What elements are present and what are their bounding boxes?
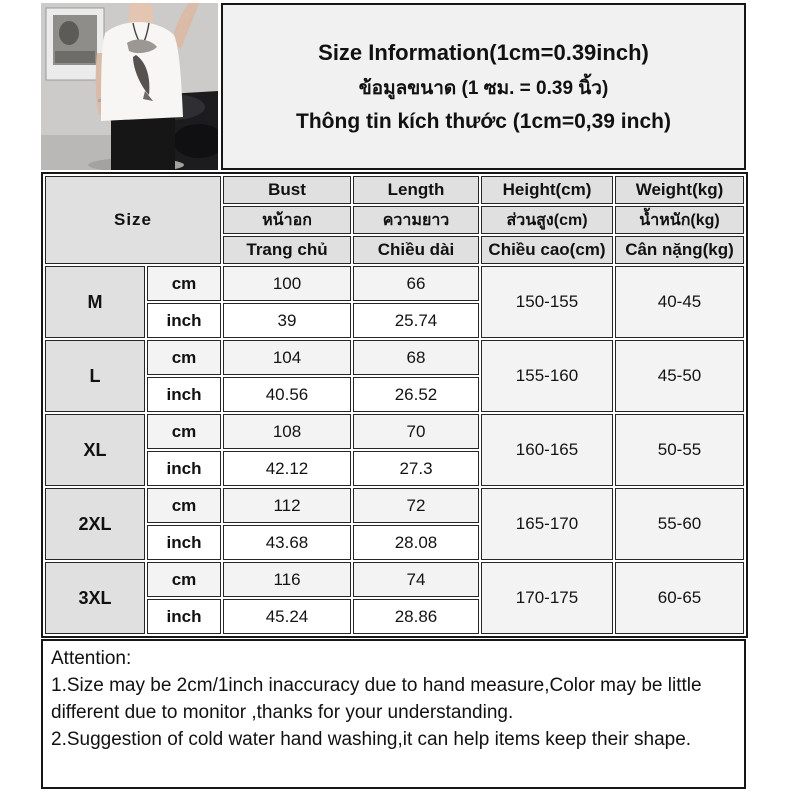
bust-cm-value: 112 <box>223 488 351 523</box>
pants <box>111 115 175 170</box>
bust-cm-value: 108 <box>223 414 351 449</box>
title-vietnamese: Thông tin kích thước (1cm=0,39 inch) <box>296 109 671 133</box>
unit-label: inch <box>147 451 221 486</box>
product-photo <box>41 3 218 170</box>
height-header-th: ส่วนสูง(cm) <box>481 206 613 234</box>
height-range: 170-175 <box>481 562 613 634</box>
bust-header-th: หน้าอก <box>223 206 351 234</box>
length-inch-value: 28.86 <box>353 599 479 634</box>
size-label: 2XL <box>45 488 145 560</box>
unit-label: cm <box>147 488 221 523</box>
weight-range: 40-45 <box>615 266 744 338</box>
unit-label: cm <box>147 266 221 301</box>
size-header: Size <box>45 176 221 264</box>
height-range: 160-165 <box>481 414 613 486</box>
length-cm-value: 70 <box>353 414 479 449</box>
title-english: Size Information(1cm=0.39inch) <box>318 39 649 65</box>
length-inch-value: 25.74 <box>353 303 479 338</box>
length-header-th: ความยาว <box>353 206 479 234</box>
size-information-title-box <box>221 3 746 170</box>
length-inch-value: 26.52 <box>353 377 479 412</box>
weight-header-th: น้ำหนัก(kg) <box>615 206 744 234</box>
unit-label: cm <box>147 562 221 597</box>
attention-box <box>41 639 746 789</box>
unit-label: inch <box>147 377 221 412</box>
length-inch-value: 28.08 <box>353 525 479 560</box>
bust-inch-value: 42.12 <box>223 451 351 486</box>
bust-header-en: Bust <box>223 176 351 204</box>
size-chart-page <box>41 3 746 789</box>
length-cm-value: 74 <box>353 562 479 597</box>
weight-range: 55-60 <box>615 488 744 560</box>
length-inch-value: 27.3 <box>353 451 479 486</box>
height-range: 150-155 <box>481 266 613 338</box>
unit-label: cm <box>147 340 221 375</box>
size-label: XL <box>45 414 145 486</box>
weight-range: 50-55 <box>615 414 744 486</box>
unit-label: cm <box>147 414 221 449</box>
product-photo-illustration <box>41 3 218 170</box>
bust-header-vi: Trang chủ <box>223 236 351 264</box>
length-header-vi: Chiều dài <box>353 236 479 264</box>
attention-note-1: 1.Size may be 2cm/1inch inaccuracy due to hand measure,Color may be little different due to monitor ,thanks for your understanding. <box>51 675 702 723</box>
weight-header-en: Weight(kg) <box>615 176 744 204</box>
height-range: 155-160 <box>481 340 613 412</box>
size-table <box>41 172 748 638</box>
title-thai: ข้อมูลขนาด (1 ซม. = 0.39 นิ้ว) <box>358 77 609 99</box>
attention-note-2: 2.Suggestion of cold water hand washing,it can help items keep their shape. <box>51 729 692 750</box>
bust-cm-value: 116 <box>223 562 351 597</box>
weight-range: 45-50 <box>615 340 744 412</box>
length-header-en: Length <box>353 176 479 204</box>
bust-inch-value: 39 <box>223 303 351 338</box>
height-range: 165-170 <box>481 488 613 560</box>
height-header-vi: Chiều cao(cm) <box>481 236 613 264</box>
size-label: M <box>45 266 145 338</box>
length-cm-value: 72 <box>353 488 479 523</box>
top-section <box>41 3 746 170</box>
length-cm-value: 68 <box>353 340 479 375</box>
weight-range: 60-65 <box>615 562 744 634</box>
bust-cm-value: 104 <box>223 340 351 375</box>
size-label: 3XL <box>45 562 145 634</box>
size-label: L <box>45 340 145 412</box>
weight-header-vi: Cân nặng(kg) <box>615 236 744 264</box>
unit-label: inch <box>147 303 221 338</box>
unit-label: inch <box>147 525 221 560</box>
bust-inch-value: 40.56 <box>223 377 351 412</box>
height-header-en: Height(cm) <box>481 176 613 204</box>
bust-inch-value: 45.24 <box>223 599 351 634</box>
unit-label: inch <box>147 599 221 634</box>
bust-cm-value: 100 <box>223 266 351 301</box>
bust-inch-value: 43.68 <box>223 525 351 560</box>
wall-art-frame <box>46 8 104 80</box>
attention-heading: Attention: <box>51 648 132 669</box>
length-cm-value: 66 <box>353 266 479 301</box>
